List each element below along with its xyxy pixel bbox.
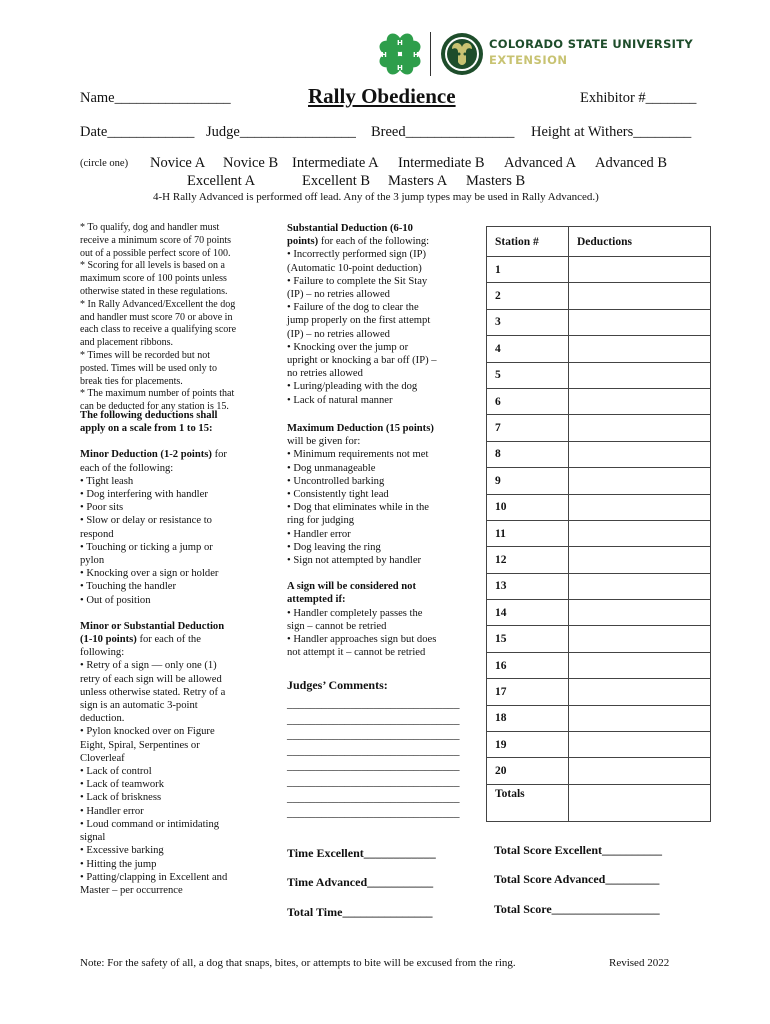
minor-sub-item: Eight, Spiral, Serpentines or [80,739,200,751]
circle-one-label: (circle one) [80,158,129,169]
station-number: 14 [487,600,569,626]
rules-list [80,222,270,414]
substantial-item: (Automatic 10-point deduction) [287,262,422,274]
minor-sub-item: deduction. [80,713,125,725]
deduction-cell[interactable] [569,679,711,705]
totals-cell[interactable] [569,784,711,821]
minor-item: • Dog interfering with handler [80,489,208,501]
level-excellent-a[interactable]: Excellent A [187,173,256,189]
total-score-field[interactable]: Total Score__________________ [494,902,660,916]
comment-line[interactable]: ______________________________ [287,775,460,788]
svg-text:H: H [397,64,403,72]
deduction-cell[interactable] [569,309,711,335]
maximum-heading: Maximum Deduction (15 points) [287,423,434,434]
station-col-header: Station # [487,227,569,257]
minor-sub-item: • Lack of control [80,766,152,778]
deduction-cell[interactable] [569,732,711,758]
rule-line: otherwise stated in these regulations. [80,285,228,297]
substantial-item: (IP) – no retries allowed [287,289,390,301]
rule-line: posted. Times will be used only to [80,362,217,374]
table-row [487,494,711,520]
substantial-item: • Luring/pleading with the dog [287,381,418,393]
middle-column [287,222,482,407]
minor-sub-item: • Pylon knocked over on Figure [80,726,215,738]
total-score-excellent-field[interactable]: Total Score Excellent__________ [494,843,662,857]
maximum-section [287,422,482,659]
substantial-item: no retries allowed [287,368,363,380]
maximum-item: • Consistently tight lead [287,489,389,501]
station-number: 11 [487,520,569,546]
minor-sub-item: • Excessive barking [80,845,164,857]
maximum-item: • Minimum requirements not met [287,449,429,461]
rule-line: * To qualify, dog and handler must [80,222,220,233]
table-row [487,520,711,546]
totals-row [487,784,711,821]
judge-field[interactable]: Judge________________ [206,124,356,140]
table-row [487,652,711,678]
table-row [487,336,711,362]
minor-sub-heading: Minor or Substantial Deduction [80,620,225,632]
jump-note: 4-H Rally Advanced is performed off lead. Any of the 3 jump types may be used in Rally Advanced.) [153,191,599,203]
rule-line: can be deducted for any station is 15. [80,401,229,413]
comment-line[interactable]: ______________________________ [287,791,460,804]
maximum-item: • Dog leaving the ring [287,541,381,553]
rule-line: out of a possible perfect score of 100. [80,247,231,259]
station-number: 13 [487,573,569,599]
maximum-item: ring for judging [287,515,355,527]
4h-clover-logo [374,30,426,78]
comment-line[interactable]: ______________________________ [287,744,460,757]
table-row [487,547,711,573]
time-excellent-field[interactable]: Time Excellent____________ [287,846,436,860]
maximum-item: • Sign not attempted by handler [287,555,422,567]
station-number: 9 [487,468,569,494]
deduction-cell[interactable] [569,441,711,467]
rule-line: * Times will be recorded but not [80,349,210,361]
safety-note: Note: For the safety of all, a dog that snaps, bites, or attempts to bite will be excused from the ring. [80,957,516,969]
rule-line: and handler must score 70 or above in [80,311,233,323]
station-number: 4 [487,336,569,362]
comment-line[interactable]: ______________________________ [287,807,460,820]
substantial-item: • Incorrectly performed sign (IP) [287,249,427,261]
minor-sub-item: retry of each sign will be allowed [80,673,222,685]
minor-item: • Touching the handler [80,581,177,593]
minor-item: pylon [80,555,105,567]
minor-sub-item: sign is an automatic 3-point [80,700,198,712]
station-number: 20 [487,758,569,784]
deduction-cell[interactable] [569,547,711,573]
logo-divider [430,32,431,76]
minor-sub-item: • Patting/clapping in Excellent and [80,871,228,883]
total-time-field[interactable]: Total Time_______________ [287,905,433,919]
minor-item: • Tight leash [80,475,134,487]
station-number: 1 [487,257,569,283]
deductions-column [80,409,270,897]
table-row [487,388,711,414]
rule-line: each class to receive a qualifying score [80,324,237,336]
maximum-item: • Dog unmanageable [287,462,376,474]
minor-sub-item: unless otherwise stated. Retry of a [80,686,226,698]
judges-comments-lines[interactable] [287,697,460,822]
substantial-item: • Failure to complete the Sit Stay [287,275,428,287]
comment-line[interactable]: ______________________________ [287,760,460,773]
csu-ram-logo [440,32,484,76]
deduction-cell[interactable] [569,362,711,388]
rule-line: maximum score of 100 points unless [80,273,227,285]
svg-text:H: H [413,51,419,59]
table-row [487,573,711,599]
minor-item: • Poor sits [80,502,124,514]
sign-heading: attempted if: [287,594,346,606]
level-masters-b[interactable]: Masters B [466,173,526,189]
sign-heading: A sign will be considered not [287,581,417,593]
substantial-heading: Substantial Deduction (6-10 [287,223,413,234]
level-advanced-b[interactable]: Advanced B [595,155,668,171]
substantial-item: • Failure of the dog to clear the [287,302,419,314]
table-row [487,732,711,758]
station-number: 5 [487,362,569,388]
judges-comments-label: Judges’ Comments: [287,678,388,692]
table-header [487,227,711,257]
minor-heading: Minor Deduction (1-2 points) for [80,449,227,461]
minor-item: each of the following: [80,462,174,474]
deduction-cell[interactable] [569,626,711,652]
time-advanced-field[interactable]: Time Advanced___________ [287,875,434,889]
minor-item: respond [80,528,114,540]
table-row [487,468,711,494]
minor-sub-item: Cloverleaf [80,752,125,764]
deduction-cell[interactable] [569,388,711,414]
date-field[interactable]: Date____________ [80,124,195,140]
deduction-cell[interactable] [569,257,711,283]
deduction-cell[interactable] [569,600,711,626]
table-row [487,309,711,335]
totals-label: Totals [487,784,569,821]
level-novice-b[interactable]: Novice B [223,155,279,171]
csu-extension: EXTENSION [489,53,568,67]
level-intermediate-a[interactable]: Intermediate A [292,155,379,171]
level-novice-a[interactable]: Novice A [150,155,206,171]
maximum-item: will be given for: [287,436,361,448]
minor-sub-item: signal [80,832,106,844]
minor-sub-item: • Retry of a sign — only one (1) [80,660,217,672]
level-masters-a[interactable]: Masters A [388,173,448,189]
substantial-item: upright or knocking a bar off (IP) – [287,355,437,367]
level-excellent-b[interactable]: Excellent B [302,173,371,189]
maximum-item: • Dog that eliminates while in the [287,502,429,514]
breed-field[interactable]: Breed_______________ [371,124,515,140]
comment-line[interactable]: ______________________________ [287,698,460,710]
substantial-item: • Lack of natural manner [287,394,393,406]
table-row [487,257,711,283]
station-number: 10 [487,494,569,520]
deduction-cell[interactable] [569,758,711,784]
station-table [486,226,711,822]
table-row [487,600,711,626]
comment-line[interactable]: ______________________________ [287,729,460,742]
substantial-item: (IP) – no retries allowed [287,328,390,340]
deductions-col-header: Deductions [569,227,711,257]
rule-line: * Scoring for all levels is based on a [80,260,225,272]
substantial-heading2: points) for each of the following: [287,236,430,248]
substantial-item: • Knocking over the jump or [287,341,409,353]
station-number: 7 [487,415,569,441]
sign-item: not attempt it – cannot be retried [287,647,426,659]
station-number: 17 [487,679,569,705]
substantial-item: jump properly on the first attempt [287,315,431,327]
station-number: 2 [487,283,569,309]
minor-sub-item: • Lack of briskness [80,792,162,804]
deduction-cell[interactable] [569,283,711,309]
page-title: Rally Obedience [308,84,456,108]
svg-text:H: H [397,39,403,47]
maximum-item: • Uncontrolled barking [287,475,385,487]
minor-sub-item: • Lack of teamwork [80,779,165,791]
station-number: 12 [487,547,569,573]
rule-line: receive a minimum score of 70 points [80,234,232,246]
station-number: 18 [487,705,569,731]
station-number: 6 [487,388,569,414]
table-row [487,626,711,652]
minor-sub-item: • Loud command or intimidating [80,818,220,830]
deduction-cell[interactable] [569,520,711,546]
deduction-cell[interactable] [569,705,711,731]
deduction-cell[interactable] [569,468,711,494]
deduction-cell[interactable] [569,573,711,599]
minor-sub-item: following: [80,647,125,659]
minor-item: • Touching or ticking a jump or [80,541,213,553]
table-row [487,441,711,467]
minor-sub-item: Master – per occurrence [80,884,183,896]
total-score-advanced-field[interactable]: Total Score Advanced_________ [494,872,660,886]
comment-line[interactable]: ______________________________ [287,713,460,726]
minor-sub-item: • Hitting the jump [80,858,157,870]
level-advanced-a[interactable]: Advanced A [504,155,577,171]
table-row [487,415,711,441]
rule-line: * In Rally Advanced/Excellent the dog [80,298,236,310]
minor-sub-heading2: (1-10 points) for each of the [80,634,201,646]
rule-line: break ties for placements. [80,375,183,387]
sign-item: • Handler completely passes the [287,607,423,619]
deduction-cell[interactable] [569,652,711,678]
revised-date: Revised 2022 [609,957,670,969]
logo-area [374,28,704,80]
maximum-item: • Handler error [287,528,351,540]
name-field[interactable]: Name________________ [80,90,231,106]
table-row [487,362,711,388]
left-column [80,222,270,414]
station-number: 19 [487,732,569,758]
level-intermediate-b[interactable]: Intermediate B [398,155,485,171]
station-number: 8 [487,441,569,467]
exhibitor-field[interactable]: Exhibitor #_______ [580,90,697,106]
minor-sub-item: • Handler error [80,805,144,817]
table-row [487,705,711,731]
minor-item: • Slow or delay or resistance to [80,515,212,527]
sign-item: sign – cannot be retried [287,620,387,632]
rule-line: and placement ribbons. [80,337,174,349]
station-number: 3 [487,309,569,335]
rule-line: * The maximum number of points that [80,388,235,400]
height-field[interactable]: Height at Withers________ [531,124,692,140]
deduction-cell[interactable] [569,494,711,520]
scale-heading: The following deductions shall [80,410,218,421]
deduction-cell[interactable] [569,336,711,362]
minor-item: • Knocking over a sign or holder [80,568,219,580]
table-row [487,758,711,784]
deduction-cell[interactable] [569,415,711,441]
scale-heading: apply on a scale from 1 to 15: [80,423,213,435]
table-row [487,283,711,309]
csu-name: COLORADO STATE UNIVERSITY [489,37,694,51]
station-number: 16 [487,652,569,678]
station-number: 15 [487,626,569,652]
table-row [487,679,711,705]
sign-item: • Handler approaches sign but does [287,634,437,646]
minor-item: • Out of position [80,594,151,606]
svg-text:H: H [381,51,387,59]
